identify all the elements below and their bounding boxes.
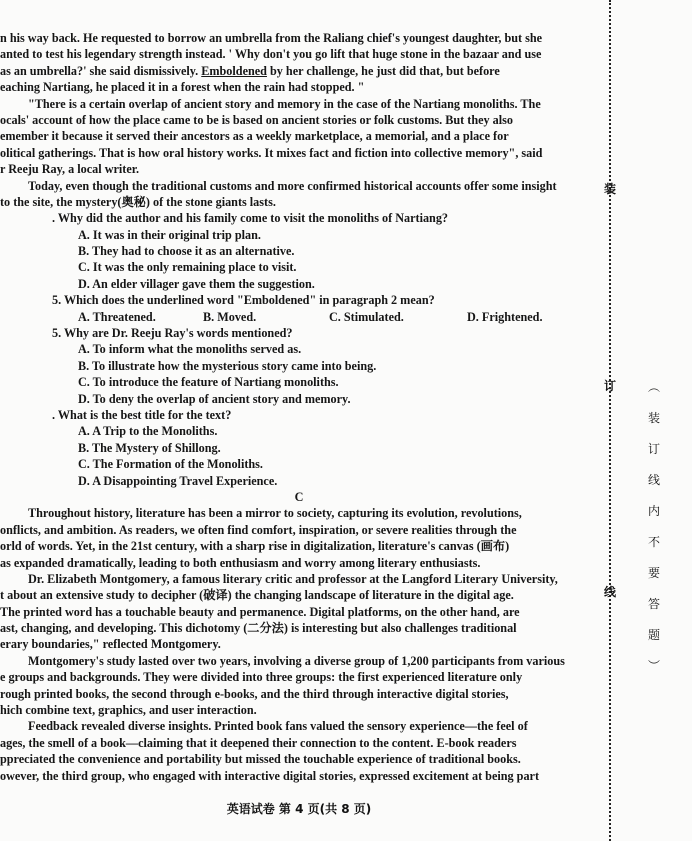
binding-char-zhuang: 装 (604, 182, 617, 196)
passage-line: "There is a certain overlap of ancient story and memory in the case of the Nartiang monoliths. The (28, 96, 541, 111)
passage-line: Montgomery's study lasted over two years, involving a diverse group of 1,200 participants from various (28, 653, 565, 668)
passage-line: Dr. Elizabeth Montgomery, a famous literary critic and professor at the Langford Literary University, (28, 571, 558, 586)
question-stem: . Why did the author and his family come to visit the monoliths of Nartiang? (52, 211, 449, 226)
answer-option: A. A Trip to the Monoliths. (78, 424, 218, 439)
binding-notice-char: 订 (647, 442, 660, 456)
answer-option: B. The Mystery of Shillong. (78, 440, 221, 455)
passage-line: erary boundaries," reflected Montgomery. (0, 637, 221, 652)
passage-line: owever, the third group, who engaged with interactive digital stories, expressed excitement at being part (0, 768, 540, 783)
answer-option: D. To deny the overlap of ancient story and memory. (78, 391, 351, 406)
passage-line: rough printed books, the second through e-books, and the third through interactive digital stories, (0, 686, 509, 701)
binding-notice-char: ︶ (647, 659, 660, 673)
passage-line: n his way back. He requested to borrow an umbrella from the Raliang chief's youngest daughter, but she (0, 31, 543, 45)
page-content (0, 30, 598, 784)
passage-line: hich combine text, graphics, and user interaction. (0, 703, 257, 718)
passage-line: ages, the smell of a book—claiming that it deepened their connection to the content. E-book readers (0, 735, 517, 750)
question-list (0, 210, 598, 489)
passage-line: r Reeju Ray, a local writer. (0, 162, 140, 177)
binding-notice-char: 不 (647, 535, 660, 549)
answer-option: B. They had to choose it as an alternative. (78, 244, 295, 259)
passage-line: Today, even though the traditional customs and more confirmed historical accounts offer some insight (28, 178, 557, 193)
passage-line: onflicts, and ambition. As readers, we often find comfort, inspiration, or severe realities through the (0, 522, 517, 537)
binding-char-ding: 订 (604, 379, 617, 393)
passage-b (0, 30, 598, 210)
answer-option: B. To illustrate how the mysterious story came into being. (78, 358, 377, 373)
page-footer: 英语试卷 第 4 页(共 8 页) (226, 802, 372, 816)
answer-option: B. Moved. (203, 309, 257, 324)
binding-notice-char: 内 (647, 504, 660, 518)
answer-option: C. To introduce the feature of Nartiang monoliths. (78, 375, 339, 390)
passage-line: emember it because it served their ancestors as a weekly marketplace, a memorial, and a place for (0, 129, 509, 144)
question-stem: 5. Why are Dr. Reeju Ray's words mentioned? (52, 326, 293, 341)
passage-line: as an umbrella?' she said dismissively. Emboldened by her challenge, he just did that, but before (0, 63, 500, 78)
binding-notice-char: 要 (647, 566, 660, 580)
passage-line: t about an extensive study to decipher (破译) the changing landscape of literature in the digital age. (0, 588, 514, 603)
binding-notice-char: 装 (647, 411, 660, 425)
binding-char-xian: 线 (604, 585, 617, 599)
binding-dotted-line (609, 0, 611, 841)
binding-notice-char: 题 (647, 628, 660, 642)
passage-line: as expanded dramatically, leading to both enthusiasm and worry among literary enthusiasts. (0, 555, 481, 570)
passage-line: orld of words. Yet, in the 21st century, with a sharp rise in digitalization, literature's canvas (画布) (0, 539, 510, 554)
question-stem: . What is the best title for the text? (52, 407, 232, 422)
passage-line: The printed word has a touchable beauty and permanence. Digital platforms, on the other hand, are (0, 604, 520, 619)
binding-notice-column (644, 372, 664, 682)
binding-notice-char: 答 (647, 597, 660, 611)
binding-notice-char: ︵ (647, 380, 660, 394)
passage-line: Throughout history, literature has been a mirror to society, capturing its evolution, revolutions, (28, 506, 522, 521)
answer-option: C. The Formation of the Monoliths. (78, 457, 263, 472)
passage-line: e groups and backgrounds. They were divided into three groups: the first experienced literature only (0, 670, 523, 685)
answer-option-row (0, 309, 598, 325)
question-stem: 5. Which does the underlined word "Emboldened" in paragraph 2 mean? (52, 293, 435, 308)
binding-margin (598, 0, 692, 841)
passage-line: ppreciated the convenience and portability but missed the touchable experience of traditional books. (0, 752, 521, 767)
passage-line: ast, changing, and developing. This dichotomy (二分法) is interesting but also challenges traditional (0, 621, 517, 636)
answer-option: D. Frightened. (467, 309, 543, 324)
answer-option: A. Threatened. (78, 309, 156, 324)
answer-option: A. It was in their original trip plan. (78, 227, 261, 242)
answer-option: D. An elder villager gave them the suggestion. (78, 276, 315, 291)
passage-c (0, 505, 598, 784)
passage-line: ocals' account of how the place came to be is based on ancient stories or folk customs. But they also (0, 112, 513, 127)
answer-option: C. Stimulated. (329, 309, 404, 324)
passage-line: anted to test his legendary strength instead. ' Why don't you go lift that huge stone in the bazaar and use (0, 47, 542, 62)
answer-option: D. A Disappointing Travel Experience. (78, 473, 278, 488)
answer-option: C. It was the only remaining place to visit. (78, 260, 297, 275)
underlined-word: Emboldened (201, 63, 267, 78)
answer-option: A. To inform what the monoliths served as. (78, 342, 302, 357)
section-c-title: C (294, 489, 304, 504)
passage-line: olitical gatherings. That is how oral history works. It mixes fact and fiction into collective memory", said (0, 145, 543, 160)
passage-line: eaching Nartiang, he placed it in a forest when the rain had stopped. " (0, 80, 365, 95)
passage-line: to the site, the mystery(奥秘) of the stone giants lasts. (0, 194, 276, 209)
binding-notice-char: 线 (647, 473, 660, 487)
passage-line: Feedback revealed diverse insights. Printed book fans valued the sensory experience—the feel of (28, 719, 528, 734)
